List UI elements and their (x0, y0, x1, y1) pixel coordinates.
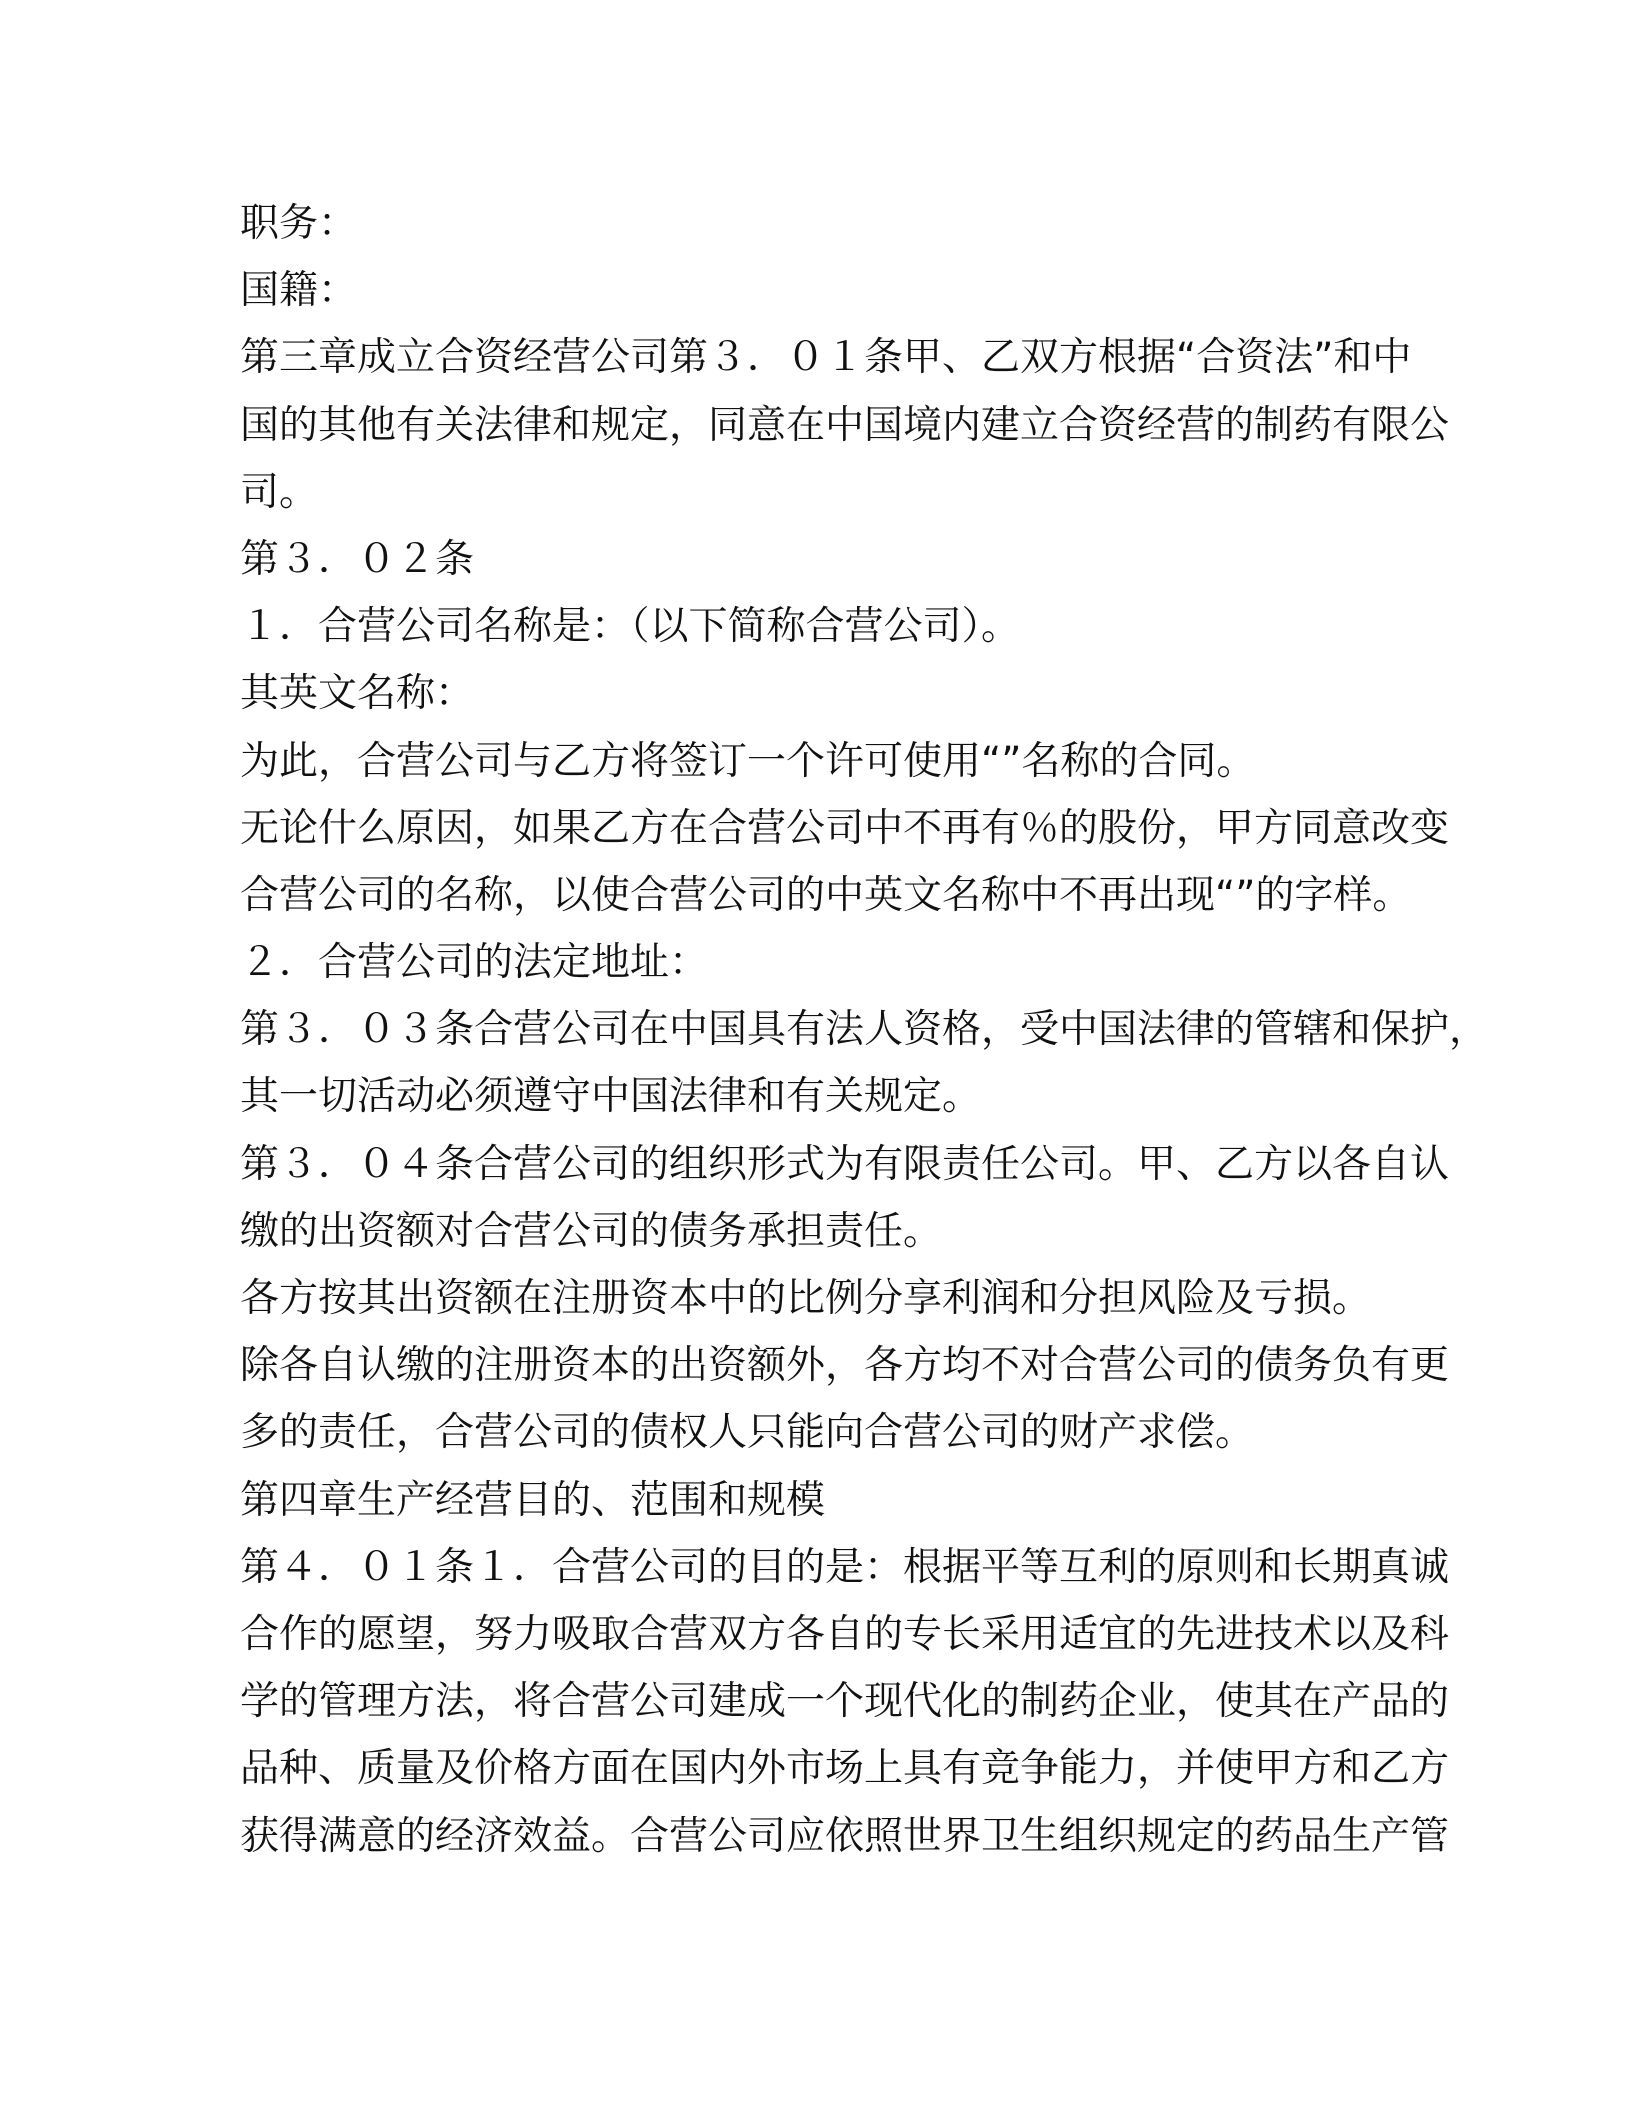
text-line: 第３．０３条合营公司在中国具有法人资格，受中国法律的管辖和保护， (240, 1007, 1489, 1053)
text-line: 司。 (240, 469, 319, 515)
text-line: 多的责任，合营公司的债权人只能向合营公司的财产求偿。 (240, 1410, 1255, 1456)
text-line: 第４．０１条１．合营公司的目的是：根据平等互利的原则和长期真诚 (240, 1544, 1450, 1590)
text-line: 学的管理方法，将合营公司建成一个现代化的制药企业，使其在产品的 (240, 1679, 1450, 1725)
text-line: 为此，合营公司与乙方将签订一个许可使用“”名称的合同。 (240, 738, 1256, 784)
text-line: 国的其他有关法律和规定，同意在中国境内建立合资经营的制药有限公 (240, 402, 1450, 448)
text-line: 无论什么原因，如果乙方在合营公司中不再有％的股份，甲方同意改变 (240, 805, 1450, 851)
text-line: １．合营公司名称是：（以下简称合营公司）。 (240, 604, 1021, 650)
text-line: 第三章成立合资经营公司第３．０１条甲、乙双方根据“合资法”和中 (240, 335, 1412, 381)
text-line: 合营公司的名称，以使合营公司的中英文名称中不再出现“”的字样。 (240, 872, 1412, 918)
text-line: 除各自认缴的注册资本的出资额外，各方均不对合营公司的债务负有更 (240, 1343, 1450, 1389)
text-line: 第四章生产经营目的、范围和规模 (240, 1477, 826, 1523)
text-line: 第３．０２条 (240, 536, 475, 582)
text-line: 合作的愿望，努力吸取合营双方各自的专长采用适宜的先进技术以及科 (240, 1611, 1450, 1657)
text-line: ２．合营公司的法定地址： (240, 940, 709, 986)
text-line: 其一切活动必须遵守中国法律和有关规定。 (240, 1074, 982, 1120)
text-line: 缴的出资额对合营公司的债务承担责任。 (240, 1208, 943, 1254)
text-line: 其英文名称： (240, 671, 475, 717)
text-line: 获得满意的经济效益。合营公司应依照世界卫生组织规定的药品生产管 (240, 1813, 1450, 1859)
text-line: 品种、质量及价格方面在国内外市场上具有竞争能力，并使甲方和乙方 (240, 1746, 1450, 1792)
text-line: 国籍： (240, 268, 358, 314)
text-line: 各方按其出资额在注册资本中的比例分享利润和分担风险及亏损。 (240, 1276, 1372, 1321)
text-line: 第３．０４条合营公司的组织形式为有限责任公司。甲、乙方以各自认 (240, 1141, 1450, 1187)
document-body (240, 190, 1489, 1870)
text-line: 职务： (240, 201, 358, 246)
